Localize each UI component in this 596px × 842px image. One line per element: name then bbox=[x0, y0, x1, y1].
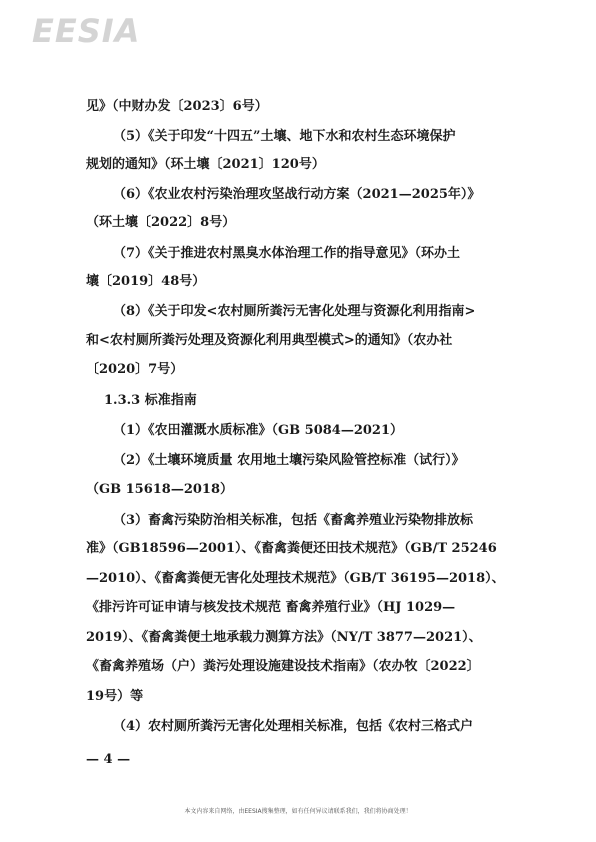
text-line: （3）畜禽污染防治相关标准，包括《畜禽养殖业污染物排放标 bbox=[113, 513, 474, 528]
text-line: 规划的通知》（环土壤〔2021〕120号） bbox=[86, 157, 325, 172]
eesia-logo: EESIA bbox=[32, 12, 141, 50]
text-line: （GB 15618—2018） bbox=[86, 482, 234, 497]
text-line: （7）《关于推进农村黑臭水体治理工作的指导意见》（环办土 bbox=[113, 246, 461, 261]
page-number: — 4 — bbox=[86, 752, 131, 767]
text-line: （8）《关于印发<农村厕所粪污无害化处理与资源化利用指南> bbox=[113, 304, 476, 319]
text-line: 2019）、《畜禽粪便土地承载力测算方法》（NY/T 3877—2021）、 bbox=[86, 630, 482, 645]
text-line: 〔2020〕7号） bbox=[86, 362, 184, 377]
text-line: （6）《农业农村污染治理攻坚战行动方案（2021—2025年）》 bbox=[113, 187, 481, 202]
text-line: 见》（中财办发〔2023〕6号） bbox=[86, 99, 268, 114]
text-line: （5）《关于印发“十四五”土壤、地下水和农村生态环境保护 bbox=[113, 129, 456, 144]
text-line: （环土壤〔2022〕8号） bbox=[86, 215, 236, 230]
text-line: （1）《农田灌溉水质标准》（GB 5084—2021） bbox=[113, 423, 404, 438]
section-heading: 1.3.3 标准指南 bbox=[104, 393, 197, 408]
footer-disclaimer: 本文内容来自网络，由EESIA搜集整理，如有任何异议请联系我们，我们将协商处理！ bbox=[184, 808, 412, 815]
text-line: 准》（GB18596—2001）、《畜禽粪便还田技术规范》（GB/T 25246 bbox=[86, 541, 497, 556]
text-line: —2010）、《畜禽粪便无害化处理技术规范》（GB/T 36195—2018）、 bbox=[86, 571, 505, 586]
text-line: （4）农村厕所粪污无害化处理相关标准，包括《农村三格式户 bbox=[113, 719, 474, 734]
text-line: 和<农村厕所粪污处理及资源化利用典型模式>的通知》（农办社 bbox=[86, 333, 453, 348]
text-line: 壤〔2019〕48号） bbox=[86, 274, 206, 289]
text-line: 19号）等 bbox=[86, 689, 144, 704]
text-line: （2）《土壤环境质量 农用地土壤污染风险管控标准（试行）》 bbox=[113, 453, 465, 468]
text-line: 《排污许可证申请与核发技术规范 畜禽养殖行业》（HJ 1029— bbox=[86, 600, 456, 615]
text-line: 《畜禽养殖场（户）粪污处理设施建设技术指南》（农办牧〔2022〕 bbox=[86, 659, 480, 674]
